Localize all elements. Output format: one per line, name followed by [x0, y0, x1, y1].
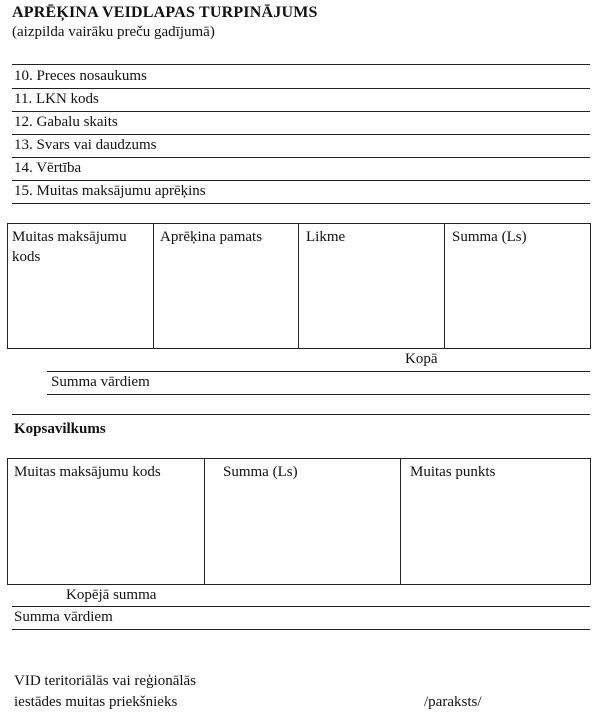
officer-title-line1: VID teritoriālās vai reģionālās [14, 673, 197, 689]
field-piece-count: 12. Gabalu skaits [14, 114, 118, 130]
officer-title-line2: iestādes muitas priekšnieks [14, 694, 178, 710]
calc-col-sum: Summa (Ls) [452, 229, 527, 245]
section-divider [12, 414, 590, 415]
summary-total-label: Kopējā summa [66, 587, 157, 603]
signature-placeholder: /paraksts/ [424, 694, 482, 710]
total-line [47, 371, 590, 372]
calc-col-payment-code: Muitas maksājumu kods [12, 229, 127, 265]
table-column-divider [444, 223, 445, 349]
summary-words-label: Summa vārdiem [14, 609, 113, 625]
field-divider [12, 157, 590, 158]
field-value: 14. Vērtība [14, 160, 82, 176]
summary-heading: Kopsavilkums [14, 421, 106, 437]
field-divider [12, 134, 590, 135]
summary-col-payment-code: Muitas maksājumu kods [14, 464, 161, 480]
calc-col-rate: Likme [306, 229, 346, 245]
summary-col-customs-point: Muitas punkts [410, 464, 496, 480]
calc-words-label: Summa vārdiem [51, 374, 150, 390]
form-title: APRĒĶINA VEIDLAPAS TURPINĀJUMS [12, 4, 318, 21]
summary-col-sum: Summa (Ls) [223, 464, 298, 480]
calc-total-label: Kopā [405, 351, 438, 367]
field-divider [12, 111, 590, 112]
calc-col-basis: Aprēķina pamats [160, 229, 263, 245]
field-divider [12, 64, 590, 65]
field-lkn-code: 11. LKN kods [14, 91, 99, 107]
field-goods-name: 10. Preces nosaukums [14, 68, 147, 84]
total-line [12, 606, 590, 607]
field-divider [12, 203, 590, 204]
table-column-divider [204, 458, 205, 585]
field-customs-calc: 15. Muitas maksājumu aprēķins [14, 183, 206, 199]
field-weight-quantity: 13. Svars vai daudzums [14, 137, 157, 153]
form-subtitle: (aizpilda vairāku preču gadījumā) [12, 24, 215, 40]
field-divider [12, 180, 590, 181]
words-line [47, 394, 590, 395]
table-column-divider [400, 458, 401, 585]
table-column-divider [298, 223, 299, 349]
words-line [12, 629, 590, 630]
table-column-divider [153, 223, 154, 349]
field-divider [12, 88, 590, 89]
